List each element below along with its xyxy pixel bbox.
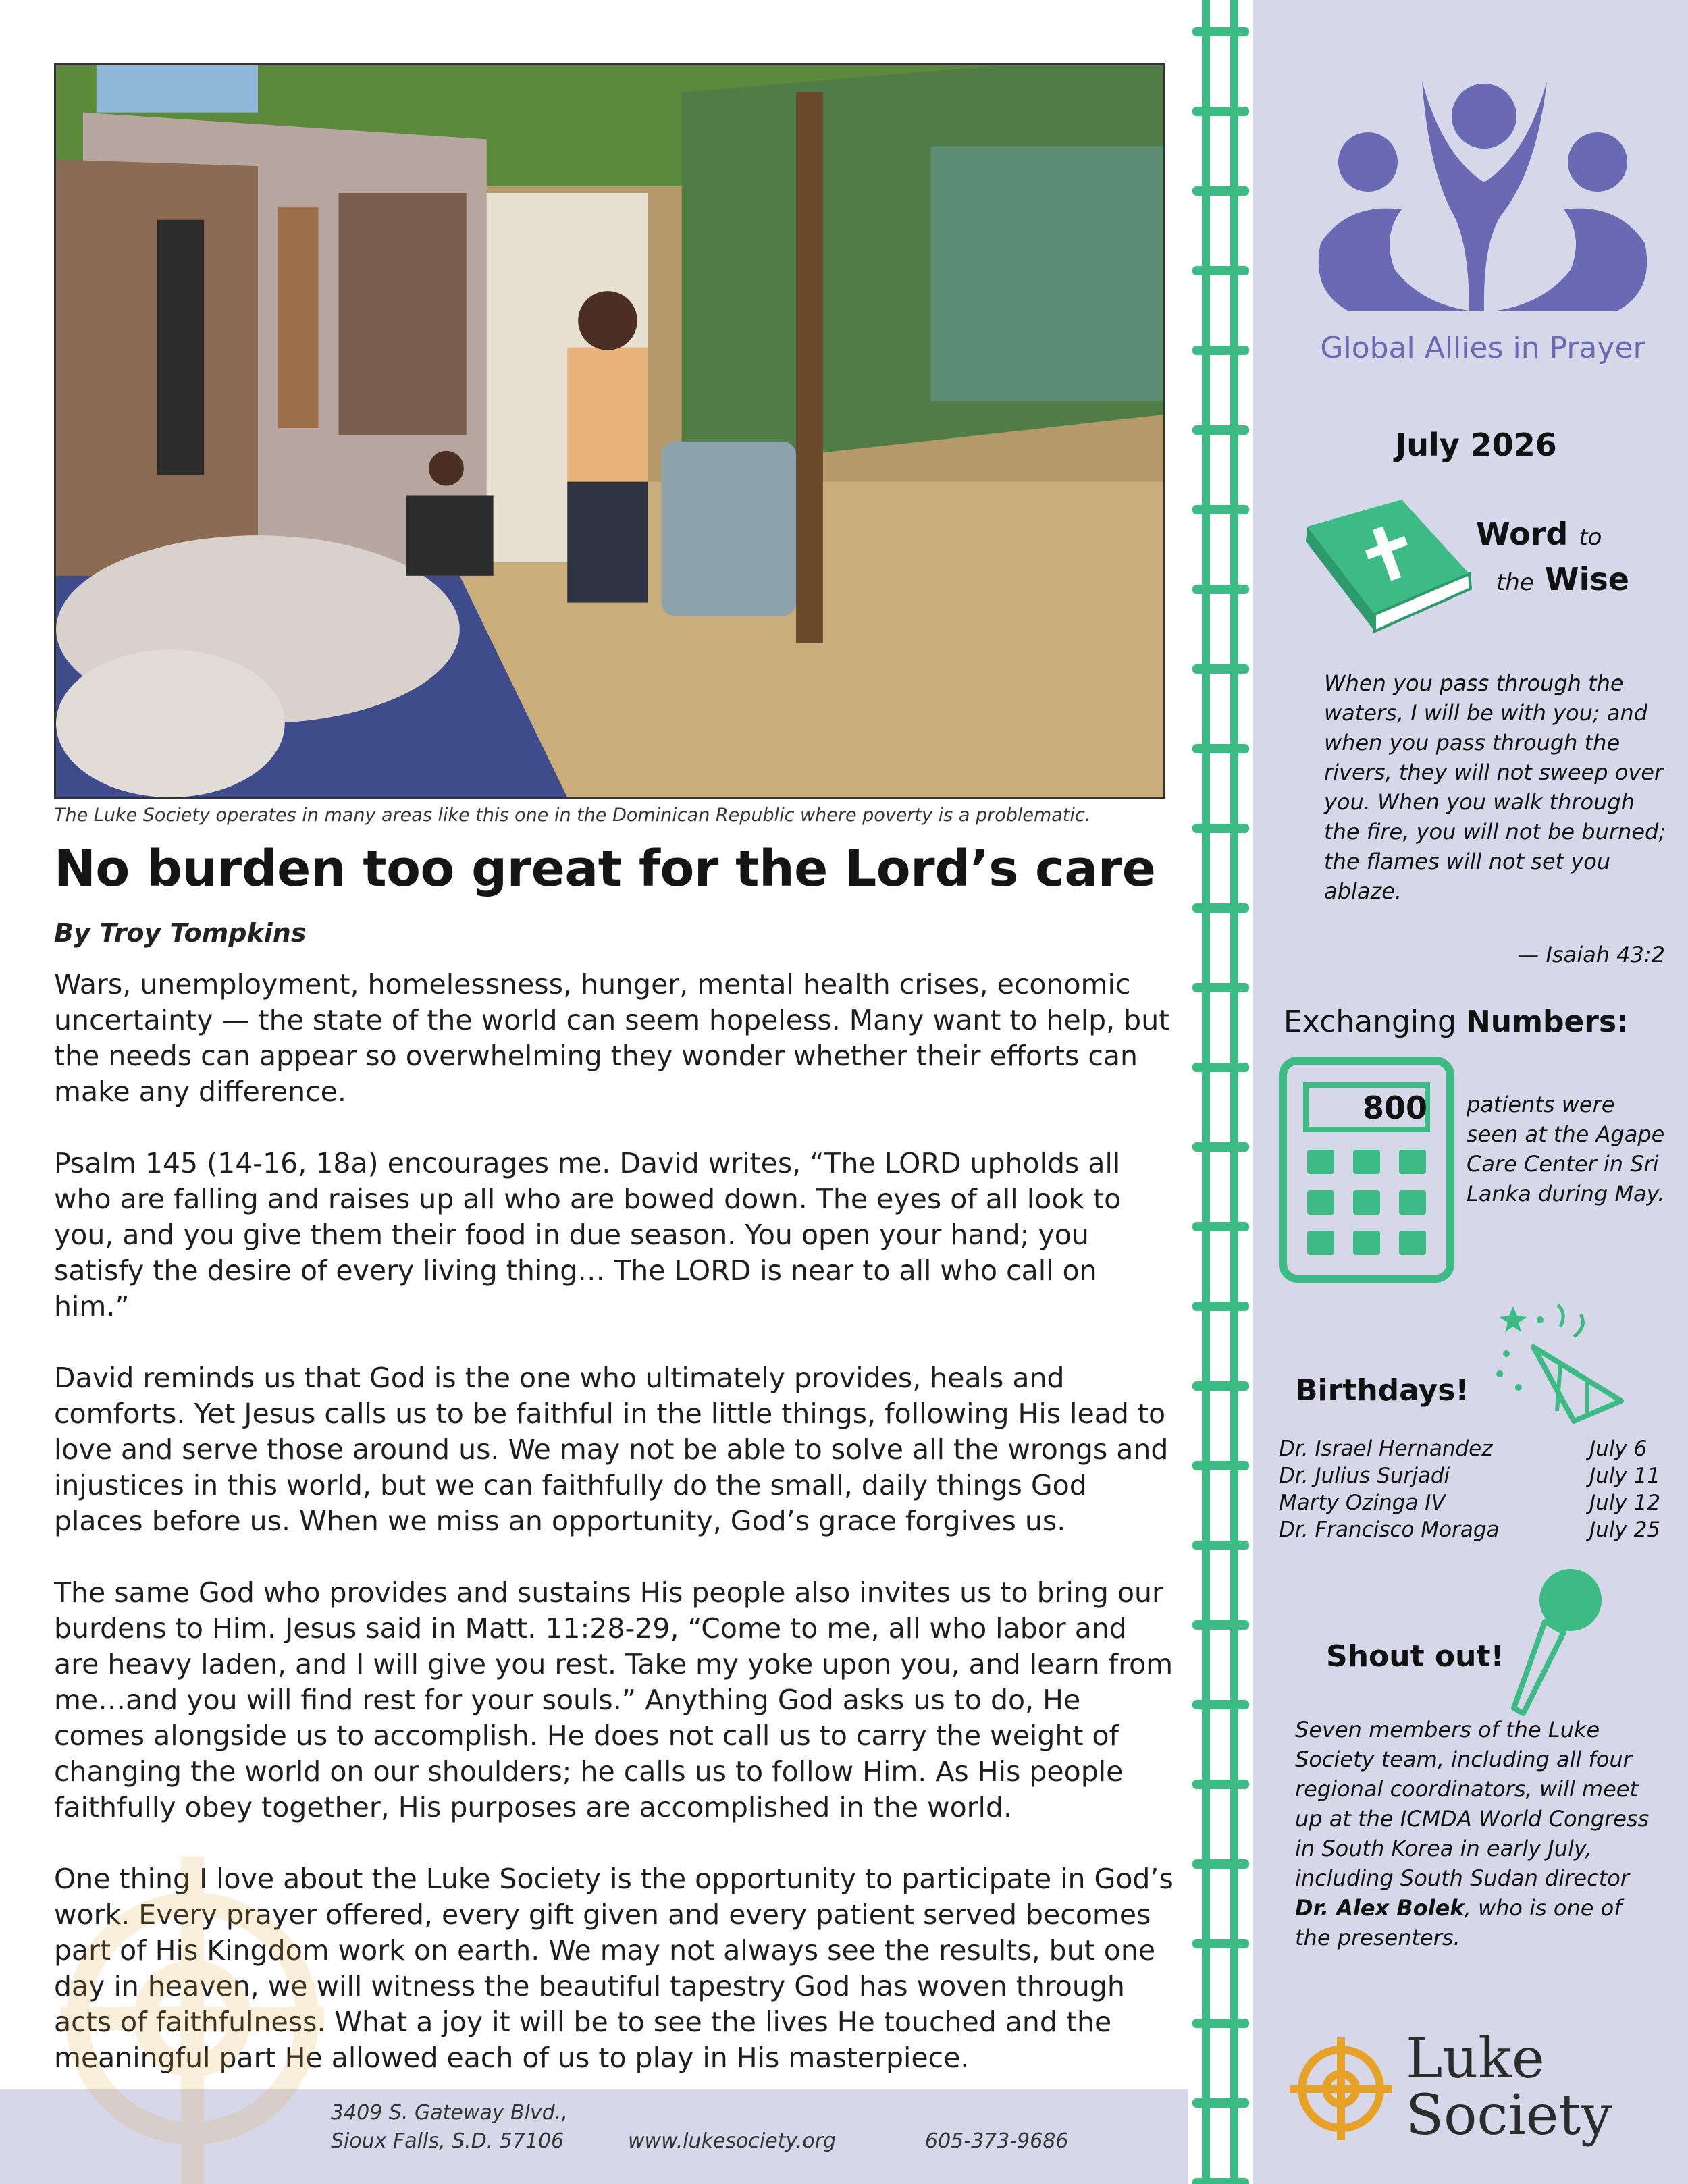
microphone-icon bbox=[1503, 1565, 1611, 1720]
birthday-date: July 6 bbox=[1589, 1437, 1647, 1461]
logo-line2: Society bbox=[1406, 2083, 1612, 2148]
bible-icon bbox=[1300, 500, 1476, 635]
article-paragraph: One thing I love about the Luke Society is the opportunity to participate in God’s work. Every prayer offered, every gift given and every patient served becomes part of His Kingdom work on earth. We may not always see the results, but one day in heaven, we will witness the beautiful tapestry God has woven through acts of faithfulness. What a joy it will be to see the lives He touched and the meaningful part He allowed each of us to play in His masterpiece. bbox=[54, 1863, 1173, 2074]
word-title-word: Word bbox=[1476, 516, 1568, 552]
birthday-name: Dr. Julius Surjadi bbox=[1279, 1464, 1450, 1488]
shout-out-highlight: Dr. Alex Bolek bbox=[1295, 1895, 1465, 1921]
numbers-description: patients were seen at the Agape Care Center in Sri Lanka during May. bbox=[1467, 1092, 1665, 1206]
bamboo-divider bbox=[1188, 0, 1253, 2184]
gap-label: Global Allies in Prayer bbox=[1320, 331, 1645, 365]
birthday-row bbox=[1279, 1516, 1670, 1543]
footer-address bbox=[331, 2099, 568, 2156]
footer-website[interactable]: www.lukesociety.org bbox=[628, 2129, 837, 2153]
luke-society-logo bbox=[1287, 2025, 1665, 2160]
footer-phone: 605-373-9686 bbox=[925, 2129, 1069, 2153]
gap-logo-icon bbox=[1307, 68, 1658, 324]
shout-out-text-after: , who is one of the presenters. bbox=[1295, 1895, 1622, 1950]
scripture-reference: — Isaiah 43:2 bbox=[1517, 942, 1665, 967]
logo-line1: Luke bbox=[1406, 2027, 1545, 2091]
feature-photo bbox=[54, 63, 1165, 799]
birthday-date: July 25 bbox=[1589, 1518, 1661, 1542]
word-title-to: to bbox=[1579, 524, 1602, 551]
numbers-value: 800 bbox=[1362, 1090, 1427, 1126]
sidebar bbox=[1253, 0, 1688, 2184]
scripture-verse: When you pass through the waters, I will be with you; and when you pass through the rivers, they will not sweep over you. When you walk through the fire, you will not be burned; the flames will not set you ablaze. bbox=[1324, 670, 1666, 904]
article-paragraph: David reminds us that God is the one who ultimately provides, heals and comforts. Yet Jesus calls us to be faithful in the little things, following His lead to love and serve those around us. We may not be able to solve all the wrongs and injustices in this world, but we can faithfully do the small, daily things God places before us. When we miss an opportunity, God’s grace forgives us. bbox=[54, 1362, 1169, 1537]
article-paragraph: Wars, unemployment, homelessness, hunger, mental health crises, economic uncertainty — the state of the world can seem hopeless. Many want to help, but the needs can appear so overwhelming they wonder whether their efforts can make any difference. bbox=[54, 968, 1170, 1108]
article-paragraph: Psalm 145 (14-16, 18a) encourages me. David writes, “The LORD upholds all who are falling and raises up all who are bowed down. The eyes of all look to you, and you give them their food in due season. You open your hand; you satisfy the desire of every living thing… The LORD is near to all who call on him.” bbox=[54, 1147, 1122, 1323]
birthdays-heading: Birthdays! bbox=[1295, 1373, 1469, 1408]
birthdays-list bbox=[1279, 1435, 1670, 1543]
exchanging-numbers-heading bbox=[1284, 1005, 1629, 1039]
shout-out-text-before: Seven members of the Luke Society team, including all four regional coordinators, will meet up at the ICMDA World Congress in South Korea in early July, including South Sudan director bbox=[1295, 1717, 1650, 1891]
luke-society-wordmark bbox=[1406, 2027, 1612, 2148]
shout-out-text bbox=[1295, 1715, 1660, 1952]
birthday-row bbox=[1279, 1489, 1670, 1516]
article-byline: By Troy Tompkins bbox=[54, 918, 307, 948]
photo-caption: The Luke Society operates in many areas like this one in the Dominican Republic where poverty is a problematic. bbox=[54, 805, 1091, 826]
numbers-heading-a: Exchanging bbox=[1284, 1005, 1456, 1039]
birthday-row bbox=[1279, 1435, 1670, 1462]
word-to-the-wise-heading bbox=[1476, 513, 1629, 604]
numbers-heading-b: Numbers: bbox=[1465, 1005, 1629, 1039]
footer-address-line2: Sioux Falls, S.D. 57106 bbox=[331, 2129, 564, 2153]
footer-address-line1: 3409 S. Gateway Blvd., bbox=[331, 2101, 568, 2125]
luke-cross-icon bbox=[1287, 2035, 1395, 2143]
article-paragraph: The same God who provides and sustains His people also invites us to bring our burdens to Him. Jesus said in Matt. 11:28-29, “Come to me, all who labor and are heavy laden, and I will give you rest. Take my yoke upon you, and learn from me…and you will find rest for your souls.” Anything God asks us to do, He comes alongside us to accomplish. He does not call us to carry the weight of changing the world on our shoulders; he calls us to follow Him. As His people faithfully obey together, His purposes are accomplished in the world. bbox=[54, 1576, 1173, 1823]
luke-cross-watermark-icon bbox=[47, 1816, 338, 2184]
birthday-name: Dr. Francisco Moraga bbox=[1279, 1518, 1500, 1542]
birthday-row bbox=[1279, 1462, 1670, 1489]
article-headline: No burden too great for the Lord’s care bbox=[54, 840, 1156, 898]
birthday-name: Marty Ozinga IV bbox=[1279, 1491, 1446, 1515]
word-title-wise: Wise bbox=[1544, 561, 1629, 597]
shout-out-heading: Shout out! bbox=[1326, 1639, 1504, 1674]
birthday-name: Dr. Israel Hernandez bbox=[1279, 1437, 1493, 1461]
word-title-the: the bbox=[1496, 569, 1534, 596]
birthday-date: July 12 bbox=[1589, 1491, 1661, 1515]
birthday-date: July 11 bbox=[1589, 1464, 1661, 1488]
party-popper-icon bbox=[1493, 1300, 1628, 1428]
issue-date: July 2026 bbox=[1395, 427, 1557, 463]
